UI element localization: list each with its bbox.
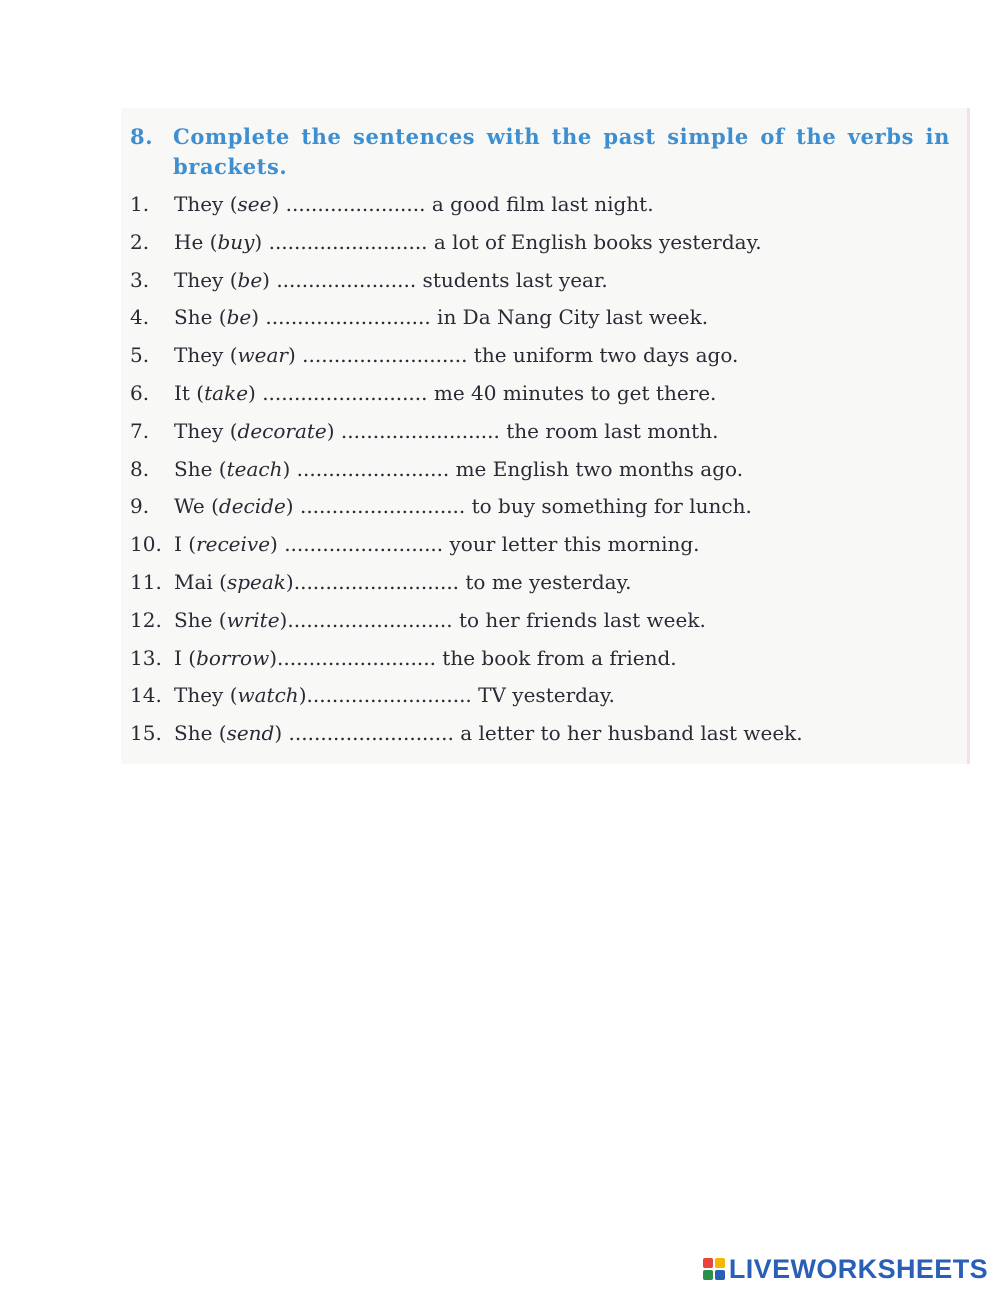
item-bracket-close: ) (285, 569, 294, 594)
answer-blank[interactable]: .......................... (255, 380, 428, 405)
item-number: 14. (130, 683, 162, 708)
item-bracket-close: ) (271, 192, 280, 216)
item-subject: They ( (174, 418, 238, 443)
item-subject: It ( (174, 380, 205, 405)
item-verb: wear (237, 343, 288, 368)
logo-square-green (703, 1270, 713, 1280)
item-rest: to her friends last week. (452, 607, 706, 632)
sentence-item (130, 377, 950, 415)
item-verb: decide (218, 494, 286, 519)
item-verb: borrow (196, 645, 270, 670)
item-number: 12. (130, 607, 162, 632)
item-bracket-close: ) (269, 645, 277, 670)
sentence-item (130, 453, 950, 491)
answer-blank[interactable]: .......................... (293, 569, 460, 594)
item-verb: watch (237, 683, 299, 708)
sentence-item (130, 566, 950, 604)
item-rest: to buy something for lunch. (465, 494, 752, 519)
exercise-heading (130, 122, 950, 182)
answer-blank[interactable]: .......................... (287, 607, 453, 632)
item-bracket-close: ) (326, 418, 335, 443)
sentence-item (130, 717, 950, 755)
sentence-item (130, 604, 950, 642)
item-bracket-close: ) (270, 532, 278, 557)
sentence-item (130, 226, 950, 264)
sentence-item (130, 679, 950, 717)
sentence-item (130, 642, 950, 680)
item-rest: the book from a friend. (435, 645, 677, 670)
item-subject: She ( (174, 721, 227, 746)
sentence-item (130, 490, 950, 528)
item-number: 13. (130, 645, 162, 670)
item-rest: me 40 minutes to get there. (427, 380, 717, 405)
item-number: 11. (130, 569, 162, 594)
item-bracket-close: ) (287, 343, 296, 368)
answer-blank[interactable]: .......................... (293, 494, 466, 519)
item-subject: I ( (174, 532, 197, 557)
item-number: 10. (130, 532, 162, 557)
item-bracket-close: ) (285, 494, 294, 519)
answer-blank[interactable]: .......................... (306, 683, 472, 708)
item-verb: be (237, 267, 263, 292)
item-rest: TV yesterday. (471, 683, 615, 708)
answer-blank[interactable]: ...................... (279, 192, 426, 216)
logo-square-blue (715, 1270, 725, 1280)
item-bracket-close: ) (251, 305, 260, 330)
liveworksheets-logo (703, 1254, 988, 1284)
sentence-item (130, 188, 950, 226)
item-bracket-close: ) (282, 456, 291, 481)
item-number: 6. (130, 380, 150, 405)
item-subject: He ( (174, 229, 218, 254)
item-subject: They ( (174, 343, 238, 368)
item-verb: send (226, 721, 275, 746)
sentence-item (130, 264, 950, 302)
sentence-list (130, 188, 950, 755)
answer-blank[interactable]: ......................... (277, 645, 436, 670)
item-rest: your letter this morning. (443, 532, 700, 557)
item-subject: She ( (174, 456, 227, 481)
item-number: 9. (130, 494, 150, 519)
exercise-instruction: Complete the sentences with the past simple of the verbs in brackets. (173, 124, 950, 179)
item-verb: buy (217, 229, 255, 254)
logo-square-red (703, 1258, 713, 1268)
item-subject: I ( (174, 645, 197, 670)
logo-squares-icon (703, 1258, 725, 1280)
answer-blank[interactable]: .......................... (259, 305, 431, 330)
item-rest: a good film last night. (425, 192, 654, 216)
item-bracket-close: ) (248, 380, 256, 405)
answer-blank[interactable]: ......................... (262, 229, 428, 254)
item-subject: They ( (174, 267, 238, 292)
item-rest: to me yesterday. (459, 569, 632, 594)
item-bracket-close: ) (262, 267, 270, 292)
item-subject: They ( (174, 192, 238, 216)
item-rest: the room last month. (499, 418, 719, 443)
item-bracket-close: ) (254, 229, 263, 254)
sentence-item (130, 415, 950, 453)
item-number: 7. (130, 418, 150, 443)
item-rest: the uniform two days ago. (467, 343, 739, 368)
exercise-number: 8. (130, 124, 154, 149)
answer-blank[interactable]: ........................ (290, 456, 450, 481)
answer-blank[interactable]: .......................... (295, 343, 468, 368)
item-number: 8. (130, 456, 150, 481)
item-bracket-close: ) (274, 721, 283, 746)
item-subject: She ( (174, 305, 227, 330)
logo-square-yellow (715, 1258, 725, 1268)
item-rest: a letter to her husband last week. (453, 721, 803, 746)
item-number: 5. (130, 343, 150, 368)
logo-brand-text: LIVEWORKSHEETS (728, 1253, 988, 1284)
sentence-item (130, 301, 950, 339)
item-verb: be (226, 305, 252, 330)
item-number: 4. (130, 305, 150, 330)
item-rest: in Da Nang City last week. (430, 305, 709, 330)
answer-blank[interactable]: ......................... (334, 418, 500, 443)
answer-blank[interactable]: ......................... (277, 532, 444, 557)
item-subject: We ( (174, 494, 219, 519)
item-rest: a lot of English books yesterday. (427, 229, 762, 254)
item-verb: receive (196, 532, 271, 557)
item-rest: me English two months ago. (449, 456, 744, 481)
item-verb: see (237, 192, 272, 216)
item-verb: decorate (237, 418, 327, 443)
item-number: 15. (130, 721, 162, 746)
item-subject: She ( (174, 607, 227, 632)
answer-blank[interactable]: ...................... (269, 267, 417, 292)
item-verb: speak (226, 569, 286, 594)
item-verb: teach (226, 456, 283, 481)
item-bracket-close: ) (298, 683, 307, 708)
item-number: 2. (130, 229, 150, 254)
item-number: 3. (130, 267, 150, 292)
sentence-item (130, 339, 950, 377)
answer-blank[interactable]: .......................... (282, 721, 454, 746)
item-subject: Mai ( (174, 569, 227, 594)
item-bracket-close: ) (279, 607, 288, 632)
item-rest: students last year. (416, 267, 608, 292)
item-subject: They ( (174, 683, 238, 708)
item-verb: write (226, 607, 280, 632)
item-number: 1. (130, 192, 150, 216)
sentence-item (130, 528, 950, 566)
item-verb: take (204, 380, 249, 405)
